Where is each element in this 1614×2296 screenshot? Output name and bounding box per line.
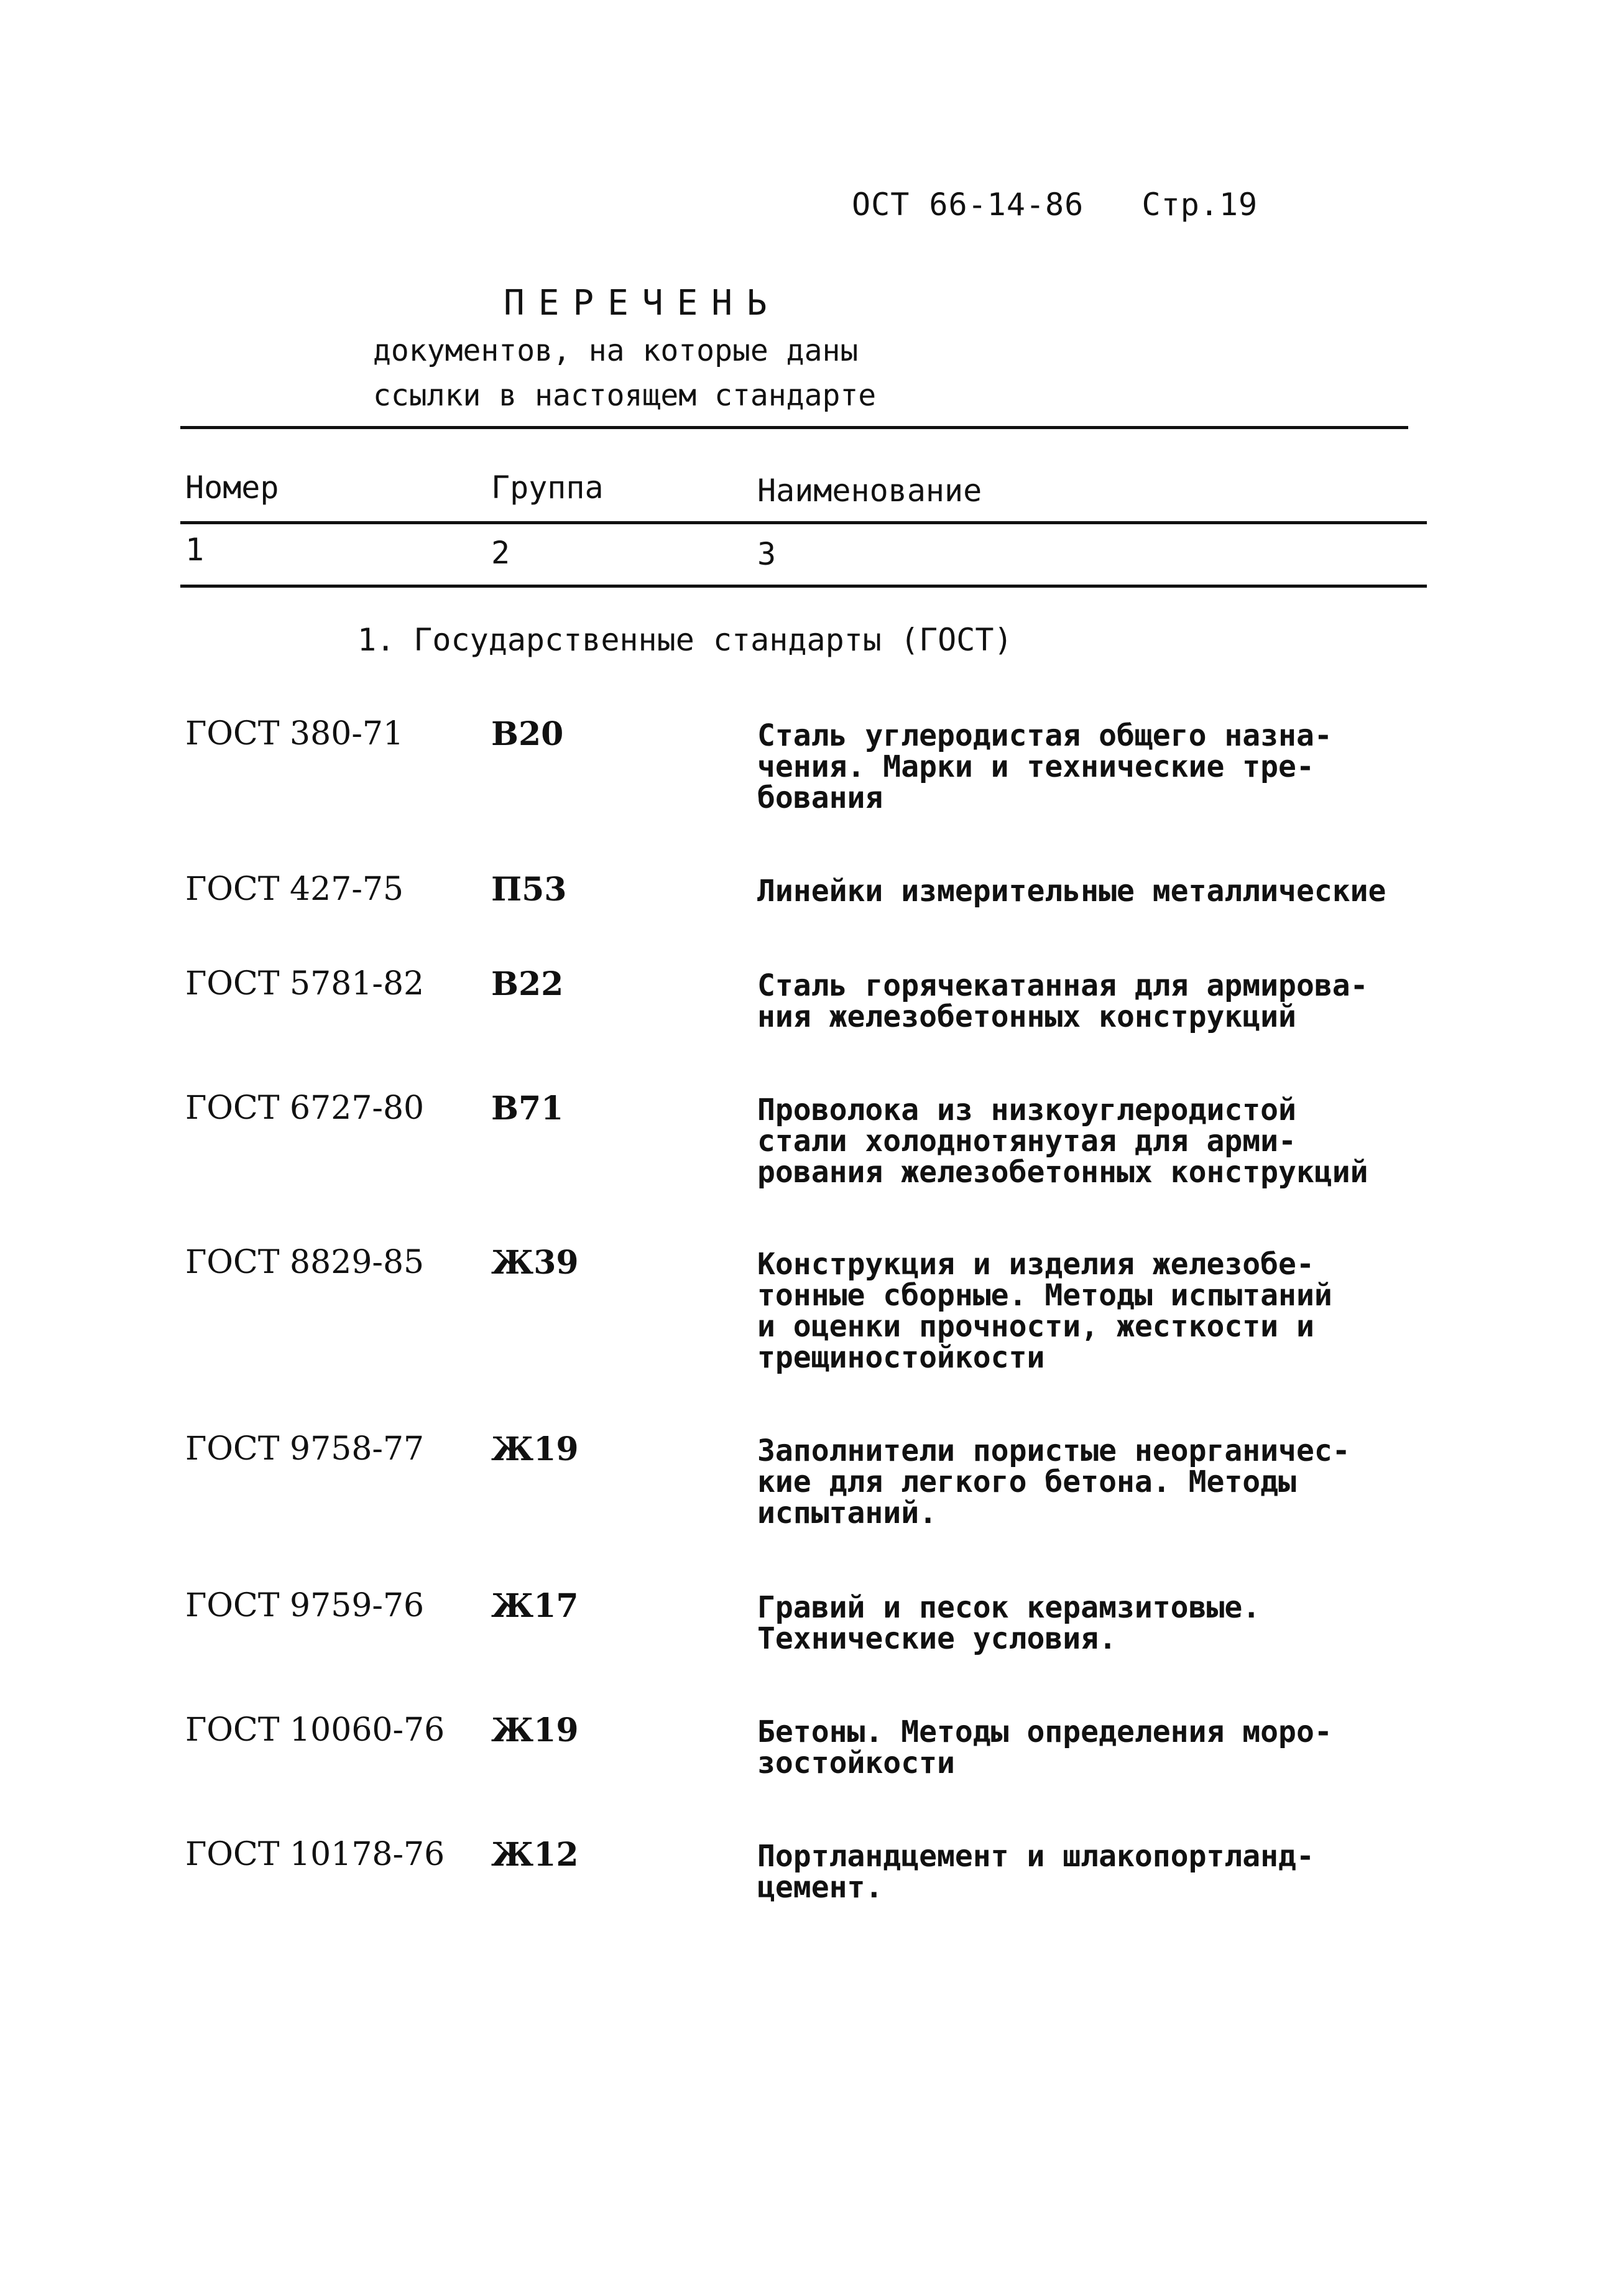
row-number: ГОСТ 10178-76: [185, 1836, 445, 1873]
row-name: Конструкция и изделия железобе- тонные сборные. Методы испытаний и оценки прочности, жесткости и трещиностойкости: [757, 1247, 1332, 1375]
section-title: 1. Государственные стандарты (ГОСТ): [357, 622, 1013, 658]
column-header-group: Группа: [491, 470, 604, 506]
row-group: Ж39: [491, 1244, 579, 1282]
header-rule: [180, 521, 1427, 524]
column-number-2: 2: [491, 535, 510, 571]
column-header-number: Номер: [185, 470, 279, 506]
column-number-1: 1: [185, 532, 205, 568]
row-number: ГОСТ 10060-76: [185, 1711, 445, 1749]
column-header-name: Наименование: [757, 473, 982, 509]
row-number: ГОСТ 5781-82: [185, 965, 425, 1002]
row-number: ГОСТ 427-75: [185, 871, 404, 908]
title-rule: [180, 426, 1408, 429]
row-group: П53: [491, 871, 567, 909]
row-number: ГОСТ 9758-77: [185, 1430, 425, 1468]
table-header-bottom-rule: [180, 585, 1427, 588]
row-group: Ж17: [491, 1587, 579, 1625]
row-name: Заполнители пористые неорганичес- кие для легкого бетона. Методы испытаний.: [757, 1433, 1350, 1530]
column-number-3: 3: [757, 536, 777, 572]
row-name: Проволока из низкоуглеродистой стали холоднотянутая для арми- рования железобетонных конструкций: [757, 1093, 1368, 1190]
row-name: Сталь углеродистая общего назна- чения. Марки и технические тре- бования: [757, 718, 1332, 815]
page-header: ОСТ 66-14-86 Стр.19: [852, 187, 1258, 223]
row-number: ГОСТ 6727-80: [185, 1090, 425, 1127]
row-name: Гравий и песок керамзитовые. Технические условия.: [757, 1590, 1261, 1656]
row-name: Сталь горячекатанная для армирова- ния железобетонных конструкций: [757, 968, 1368, 1034]
row-name: Линейки измерительные металлические: [757, 874, 1386, 909]
document-title: ПЕРЕЧЕНЬ: [504, 283, 781, 323]
row-group: В71: [491, 1090, 564, 1127]
subtitle-line-1: документов, на которые даны: [373, 333, 859, 368]
row-number: ГОСТ 380-71: [185, 715, 404, 752]
row-group: В22: [491, 965, 564, 1003]
document-subtitle: [373, 328, 876, 418]
row-group: Ж19: [491, 1711, 579, 1749]
row-number: ГОСТ 8829-85: [185, 1244, 425, 1281]
row-name: Бетоны. Методы определения моро- зостойкости: [757, 1715, 1332, 1780]
row-name: Портландцемент и шлакопортланд- цемент.: [757, 1839, 1314, 1905]
row-number: ГОСТ 9759-76: [185, 1587, 425, 1624]
row-group: Ж19: [491, 1430, 579, 1468]
row-group: Ж12: [491, 1836, 579, 1874]
subtitle-line-2: ссылки в настоящем стандарте: [373, 378, 877, 413]
row-group: В20: [491, 715, 564, 753]
